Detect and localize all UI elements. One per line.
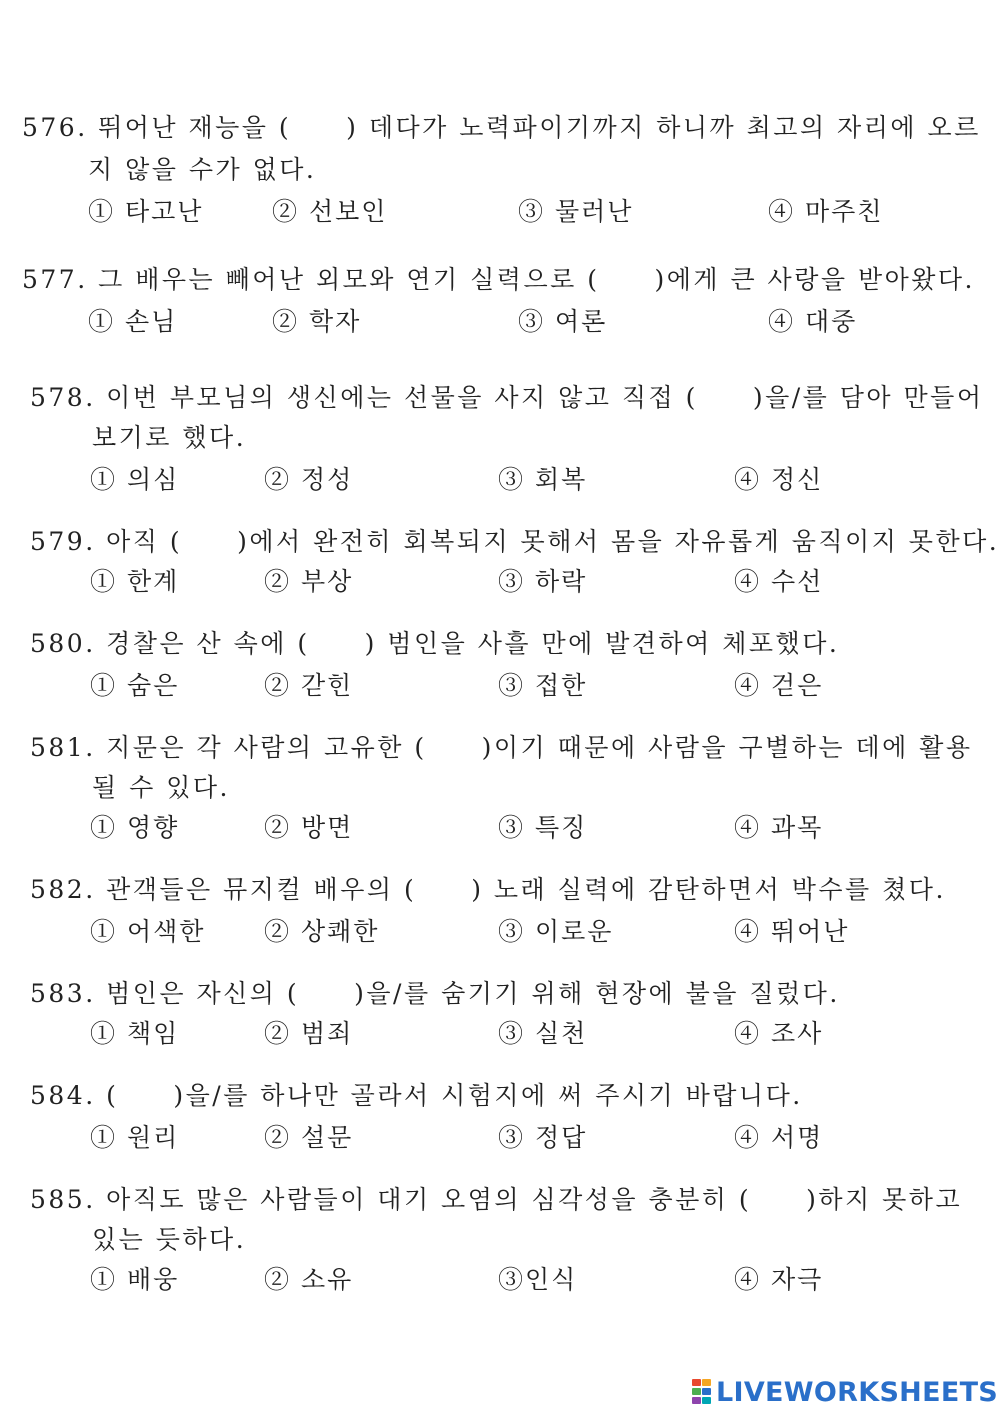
option-1[interactable]: ① 어색한 xyxy=(90,917,206,946)
question-text: 576. 뛰어난 재능을 ( ) 데다가 노력파이기까지 하니까 최고의 자리에 오르 xyxy=(22,113,981,142)
option-1[interactable]: ① 영향 xyxy=(90,813,180,842)
option-4[interactable]: ④ 대중 xyxy=(768,307,858,336)
question-text-continued: 보기로 했다. xyxy=(92,423,247,452)
option-4[interactable]: ④ 마주친 xyxy=(768,197,884,226)
option-2[interactable]: ② 부상 xyxy=(264,567,354,596)
option-4[interactable]: ④ 과목 xyxy=(734,813,824,842)
option-2[interactable]: ② 선보인 xyxy=(272,197,388,226)
option-3[interactable]: ③ 접한 xyxy=(498,671,588,700)
option-2[interactable]: ② 갇힌 xyxy=(264,671,354,700)
brand-name: LIVEWORKSHEETS xyxy=(716,1376,999,1408)
option-4[interactable]: ④ 자극 xyxy=(734,1265,824,1294)
question-text: 583. 범인은 자신의 ( )을/를 숨기기 위해 현장에 불을 질렀다. xyxy=(30,979,840,1008)
question-text: 578. 이번 부모님의 생신에는 선물을 사지 않고 직접 ( )을/를 담아 만들어 xyxy=(30,383,984,412)
question-text-continued: 지 않을 수가 없다. xyxy=(88,155,317,184)
option-4[interactable]: ④ 걷은 xyxy=(734,671,824,700)
option-2[interactable]: ② 설문 xyxy=(264,1123,354,1152)
option-4[interactable]: ④ 수선 xyxy=(734,567,824,596)
question-text: 584. ( )을/를 하나만 골라서 시험지에 써 주시기 바랍니다. xyxy=(30,1081,803,1110)
question-text: 581. 지문은 각 사람의 고유한 ( )이기 때문에 사람을 구별하는 데에 활용 xyxy=(30,733,973,762)
question-text: 582. 관객들은 뮤지컬 배우의 ( ) 노래 실력에 감탄하면서 박수를 쳤다. xyxy=(30,875,946,904)
question-text-continued: 있는 듯하다. xyxy=(92,1225,247,1254)
option-1[interactable]: ① 책임 xyxy=(90,1019,180,1048)
option-3[interactable]: ③ 정답 xyxy=(498,1123,588,1152)
question-text: 579. 아직 ( )에서 완전히 회복되지 못해서 몸을 자유롭게 움직이지 못한다. xyxy=(30,527,1000,556)
option-4[interactable]: ④ 뛰어난 xyxy=(734,917,850,946)
question-text-continued: 될 수 있다. xyxy=(92,773,230,802)
option-3[interactable]: ③ 물러난 xyxy=(518,197,634,226)
option-1[interactable]: ① 숨은 xyxy=(90,671,180,700)
option-1[interactable]: ① 한계 xyxy=(90,567,180,596)
option-3[interactable]: ③ 하락 xyxy=(498,567,588,596)
option-3[interactable]: ③인식 xyxy=(498,1265,578,1294)
option-3[interactable]: ③ 이로운 xyxy=(498,917,614,946)
option-4[interactable]: ④ 조사 xyxy=(734,1019,824,1048)
option-1[interactable]: ① 배웅 xyxy=(90,1265,180,1294)
logo-grid-icon xyxy=(692,1379,712,1405)
option-3[interactable]: ③ 실천 xyxy=(498,1019,588,1048)
option-2[interactable]: ② 정성 xyxy=(264,465,354,494)
liveworksheets-logo[interactable] xyxy=(692,1376,998,1408)
option-1[interactable]: ① 의심 xyxy=(90,465,180,494)
question-text: 580. 경찰은 산 속에 ( ) 범인을 사흘 만에 발견하여 체포했다. xyxy=(30,629,840,658)
option-3[interactable]: ③ 특징 xyxy=(498,813,588,842)
option-1[interactable]: ① 타고난 xyxy=(88,197,204,226)
option-4[interactable]: ④ 정신 xyxy=(734,465,824,494)
option-4[interactable]: ④ 서명 xyxy=(734,1123,824,1152)
option-2[interactable]: ② 범죄 xyxy=(264,1019,354,1048)
option-1[interactable]: ① 원리 xyxy=(90,1123,180,1152)
option-3[interactable]: ③ 여론 xyxy=(518,307,608,336)
option-3[interactable]: ③ 회복 xyxy=(498,465,588,494)
option-2[interactable]: ② 학자 xyxy=(272,307,362,336)
option-2[interactable]: ② 소유 xyxy=(264,1265,354,1294)
question-text: 585. 아직도 많은 사람들이 대기 오염의 심각성을 충분히 ( )하지 못하고 xyxy=(30,1185,963,1214)
option-2[interactable]: ② 방면 xyxy=(264,813,354,842)
option-1[interactable]: ① 손님 xyxy=(88,307,178,336)
option-2[interactable]: ② 상쾌한 xyxy=(264,917,380,946)
question-text: 577. 그 배우는 빼어난 외모와 연기 실력으로 ( )에게 큰 사랑을 받아왔다. xyxy=(22,265,975,294)
